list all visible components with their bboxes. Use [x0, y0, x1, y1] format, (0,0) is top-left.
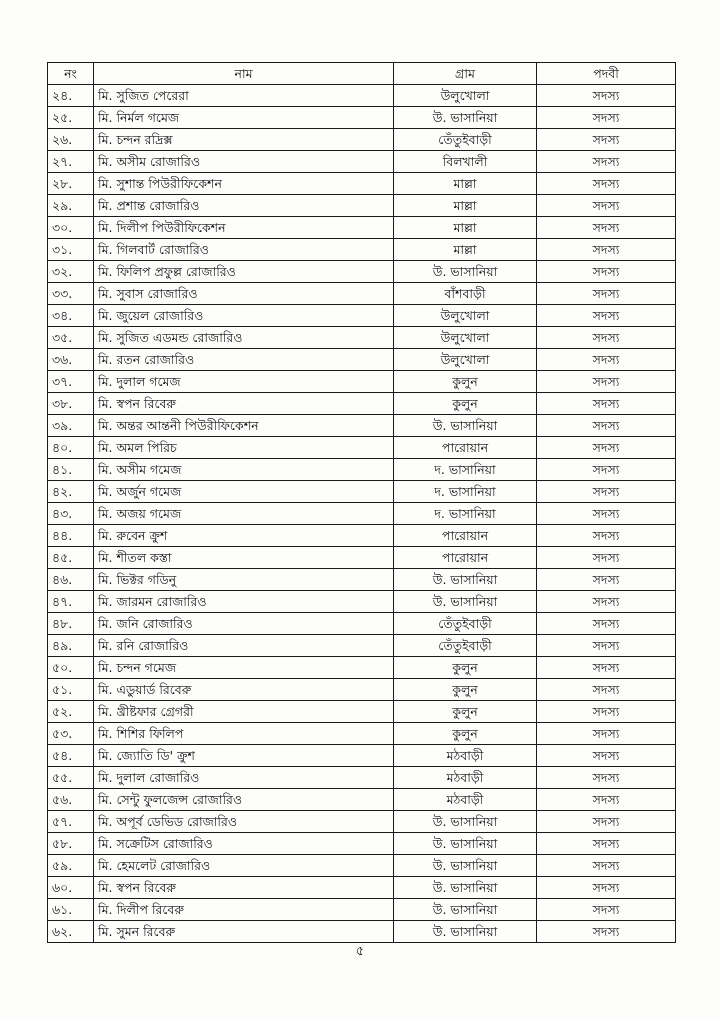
table-row: [48, 503, 676, 525]
row-number: ২৮.: [48, 173, 94, 195]
member-name: মি. সুবাস রোজারিও: [94, 283, 394, 305]
table-row: [48, 327, 676, 349]
member-role: সদস্য: [537, 305, 676, 327]
member-village: উ. ভাসানিয়া: [394, 921, 537, 943]
row-number: ৪৮.: [48, 613, 94, 635]
member-role: সদস্য: [537, 547, 676, 569]
member-village: উ. ভাসানিয়া: [394, 569, 537, 591]
table-row: [48, 393, 676, 415]
table-row: [48, 745, 676, 767]
member-name: মি. জারমন রোজারিও: [94, 591, 394, 613]
member-role: সদস্য: [537, 481, 676, 503]
row-number: ৪২.: [48, 481, 94, 503]
member-role: সদস্য: [537, 855, 676, 877]
member-role: সদস্য: [537, 899, 676, 921]
table-row: [48, 239, 676, 261]
member-name: মি. জুয়েল রোজারিও: [94, 305, 394, 327]
member-role: সদস্য: [537, 833, 676, 855]
member-name: মি. নির্মল গমেজ: [94, 107, 394, 129]
table-row: [48, 613, 676, 635]
member-name: মি. ফিলিপ প্রফুল্ল রোজারিও: [94, 261, 394, 283]
member-role: সদস্য: [537, 811, 676, 833]
member-name: মি. সুমন রিবেরু: [94, 921, 394, 943]
row-number: ৫২.: [48, 701, 94, 723]
member-village: কুলুন: [394, 701, 537, 723]
member-village: বিলখালী: [394, 151, 537, 173]
member-name: মি. অসীম রোজারিও: [94, 151, 394, 173]
row-number: ৩১.: [48, 239, 94, 261]
member-name: মি. রতন রোজারিও: [94, 349, 394, 371]
row-number: ৩০.: [48, 217, 94, 239]
member-name: মি. সুজিত এডমন্ড রোজারিও: [94, 327, 394, 349]
member-village: উলুখোলা: [394, 349, 537, 371]
member-name: মি. জ্যোতি ডি' ক্রুশ: [94, 745, 394, 767]
table-row: [48, 173, 676, 195]
row-number: ২৬.: [48, 129, 94, 151]
table-row: [48, 921, 676, 943]
table-row: [48, 283, 676, 305]
member-village: তেঁতুইবাড়ী: [394, 129, 537, 151]
table-row: [48, 459, 676, 481]
member-name: মি. অন্তর আন্তনী পিউরীফিকেশন: [94, 415, 394, 437]
header-number: নং: [48, 63, 94, 85]
member-name: মি. গিলবার্ট রোজারিও: [94, 239, 394, 261]
row-number: ৪৯.: [48, 635, 94, 657]
table-row: [48, 811, 676, 833]
table-row: [48, 569, 676, 591]
member-village: উলুখোলা: [394, 305, 537, 327]
member-village: কুলুন: [394, 657, 537, 679]
member-role: সদস্য: [537, 503, 676, 525]
member-name: মি. অমল পিরিচ: [94, 437, 394, 459]
table-row: [48, 547, 676, 569]
member-village: মাল্লা: [394, 239, 537, 261]
header-role: পদবী: [537, 63, 676, 85]
member-name: মি. ভিক্টর গডিনু: [94, 569, 394, 591]
member-village: উ. ভাসানিয়া: [394, 107, 537, 129]
member-village: মঠবাড়ী: [394, 767, 537, 789]
member-name: মি. অজয় গমেজ: [94, 503, 394, 525]
member-name: মি. প্রশান্ত রোজারিও: [94, 195, 394, 217]
member-role: সদস্য: [537, 921, 676, 943]
table-row: [48, 657, 676, 679]
table-row: [48, 701, 676, 723]
row-number: ৫৫.: [48, 767, 94, 789]
row-number: ৫০.: [48, 657, 94, 679]
row-number: ৩৬.: [48, 349, 94, 371]
table-row: [48, 305, 676, 327]
member-village: উ. ভাসানিয়া: [394, 899, 537, 921]
member-village: পারোয়ান: [394, 525, 537, 547]
member-village: উলুখোলা: [394, 327, 537, 349]
member-village: তেঁতুইবাড়ী: [394, 613, 537, 635]
member-role: সদস্য: [537, 745, 676, 767]
table-row: [48, 349, 676, 371]
header-village: গ্রাম: [394, 63, 537, 85]
member-village: উ. ভাসানিয়া: [394, 261, 537, 283]
row-number: ৪৩.: [48, 503, 94, 525]
member-role: সদস্য: [537, 393, 676, 415]
member-village: দ. ভাসানিয়া: [394, 481, 537, 503]
member-village: উ. ভাসানিয়া: [394, 811, 537, 833]
member-role: সদস্য: [537, 569, 676, 591]
row-number: ৩২.: [48, 261, 94, 283]
row-number: ৫৬.: [48, 789, 94, 811]
member-name: মি. দুলাল গমেজ: [94, 371, 394, 393]
member-village: মাল্লা: [394, 195, 537, 217]
row-number: ২৫.: [48, 107, 94, 129]
member-role: সদস্য: [537, 239, 676, 261]
member-village: উ. ভাসানিয়া: [394, 833, 537, 855]
member-village: কুলুন: [394, 679, 537, 701]
row-number: ৪৪.: [48, 525, 94, 547]
row-number: ৪৫.: [48, 547, 94, 569]
header-name: নাম: [94, 63, 394, 85]
row-number: ৩৩.: [48, 283, 94, 305]
member-village: উ. ভাসানিয়া: [394, 877, 537, 899]
member-role: সদস্য: [537, 173, 676, 195]
table-row: [48, 195, 676, 217]
row-number: ৫৩.: [48, 723, 94, 745]
member-role: সদস্য: [537, 635, 676, 657]
member-name: মি. হেমলেট রোজারিও: [94, 855, 394, 877]
member-name: মি. স্বপন রিবেরু: [94, 393, 394, 415]
table-row: [48, 767, 676, 789]
member-role: সদস্য: [537, 327, 676, 349]
page-number: ৫: [355, 944, 365, 959]
row-number: ৪১.: [48, 459, 94, 481]
member-name: মি. দিলীপ পিউরীফিকেশন: [94, 217, 394, 239]
member-role: সদস্য: [537, 701, 676, 723]
row-number: ৫১.: [48, 679, 94, 701]
row-number: ৬০.: [48, 877, 94, 899]
member-role: সদস্য: [537, 789, 676, 811]
table-row: [48, 855, 676, 877]
member-village: পারোয়ান: [394, 547, 537, 569]
member-role: সদস্য: [537, 525, 676, 547]
member-name: মি. সেন্টু ফুলজেন্স রোজারিও: [94, 789, 394, 811]
member-village: কুলুন: [394, 393, 537, 415]
member-village: উ. ভাসানিয়া: [394, 591, 537, 613]
table-row: [48, 591, 676, 613]
row-number: ৬২.: [48, 921, 94, 943]
member-name: মি. শিশির ফিলিপ: [94, 723, 394, 745]
table-row: [48, 415, 676, 437]
member-role: সদস্য: [537, 261, 676, 283]
row-number: ২৭.: [48, 151, 94, 173]
table-row: [48, 217, 676, 239]
table-row: [48, 635, 676, 657]
table-row: [48, 437, 676, 459]
member-village: উলুখোলা: [394, 85, 537, 107]
table-row: [48, 85, 676, 107]
row-number: ৩৮.: [48, 393, 94, 415]
member-role: সদস্য: [537, 613, 676, 635]
table-body: [48, 85, 676, 943]
member-role: সদস্য: [537, 195, 676, 217]
member-name: মি. চন্দন রদ্রিক্স: [94, 129, 394, 151]
row-number: ৩৪.: [48, 305, 94, 327]
row-number: ৩৫.: [48, 327, 94, 349]
member-village: উ. ভাসানিয়া: [394, 415, 537, 437]
table-row: [48, 899, 676, 921]
member-name: মি. চন্দন গমেজ: [94, 657, 394, 679]
member-name: মি. জনি রোজারিও: [94, 613, 394, 635]
member-name: মি. শীতল কস্তা: [94, 547, 394, 569]
member-role: সদস্য: [537, 657, 676, 679]
member-village: মঠবাড়ী: [394, 745, 537, 767]
member-village: কুলুন: [394, 371, 537, 393]
member-name: মি. সুশান্ত পিউরীফিকেশন: [94, 173, 394, 195]
member-village: পারোয়ান: [394, 437, 537, 459]
member-role: সদস্য: [537, 107, 676, 129]
table-row: [48, 107, 676, 129]
table-row: [48, 371, 676, 393]
member-village: উ. ভাসানিয়া: [394, 855, 537, 877]
row-number: ৩৯.: [48, 415, 94, 437]
member-village: কুলুন: [394, 723, 537, 745]
table-row: [48, 877, 676, 899]
member-village: মাল্লা: [394, 217, 537, 239]
member-village: দ. ভাসানিয়া: [394, 459, 537, 481]
table-row: [48, 481, 676, 503]
row-number: ২৪.: [48, 85, 94, 107]
member-village: মঠবাড়ী: [394, 789, 537, 811]
table-row: [48, 679, 676, 701]
table-row: [48, 525, 676, 547]
member-name: মি. রুবেন ক্রুশ: [94, 525, 394, 547]
member-name: মি. সক্রেটিস রোজারিও: [94, 833, 394, 855]
table-row: [48, 261, 676, 283]
member-name: মি. স্বপন রিবেরু: [94, 877, 394, 899]
row-number: ৫৪.: [48, 745, 94, 767]
member-name: মি. এডুয়ার্ড রিবেরু: [94, 679, 394, 701]
member-role: সদস্য: [537, 877, 676, 899]
member-name: মি. সুজিত পেরেরা: [94, 85, 394, 107]
member-role: সদস্য: [537, 371, 676, 393]
header-row: [48, 63, 676, 85]
member-role: সদস্য: [537, 283, 676, 305]
row-number: ৫৮.: [48, 833, 94, 855]
member-role: সদস্য: [537, 437, 676, 459]
member-village: তেঁতুইবাড়ী: [394, 635, 537, 657]
table-row: [48, 129, 676, 151]
row-number: ৫৯.: [48, 855, 94, 877]
table-row: [48, 723, 676, 745]
member-name: মি. অসীম গমেজ: [94, 459, 394, 481]
table-row: [48, 789, 676, 811]
member-role: সদস্য: [537, 679, 676, 701]
row-number: ৬১.: [48, 899, 94, 921]
member-village: দ. ভাসানিয়া: [394, 503, 537, 525]
member-role: সদস্য: [537, 459, 676, 481]
row-number: ৫৭.: [48, 811, 94, 833]
member-role: সদস্য: [537, 85, 676, 107]
row-number: ৩৭.: [48, 371, 94, 393]
member-name: মি. দুলাল রোজারিও: [94, 767, 394, 789]
row-number: ৪০.: [48, 437, 94, 459]
member-village: মাল্লা: [394, 173, 537, 195]
member-role: সদস্য: [537, 151, 676, 173]
member-name: মি. খ্রীষ্টফার গ্রেগরী: [94, 701, 394, 723]
member-name: মি. রনি রোজারিও: [94, 635, 394, 657]
member-name: মি. অপূর্ব ডেভিড রোজারিও: [94, 811, 394, 833]
row-number: ৪৬.: [48, 569, 94, 591]
member-village: বাঁশবাড়ী: [394, 283, 537, 305]
member-role: সদস্য: [537, 591, 676, 613]
row-number: ২৯.: [48, 195, 94, 217]
table-header: [48, 63, 676, 85]
table-row: [48, 833, 676, 855]
member-role: সদস্য: [537, 723, 676, 745]
member-role: সদস্য: [537, 349, 676, 371]
member-role: সদস্য: [537, 217, 676, 239]
member-role: সদস্য: [537, 415, 676, 437]
members-table: [47, 62, 676, 943]
member-name: মি. অর্জুন গমেজ: [94, 481, 394, 503]
member-role: সদস্য: [537, 129, 676, 151]
row-number: ৪৭.: [48, 591, 94, 613]
table-row: [48, 151, 676, 173]
member-role: সদস্য: [537, 767, 676, 789]
member-name: মি. দিলীপ রিবেরু: [94, 899, 394, 921]
